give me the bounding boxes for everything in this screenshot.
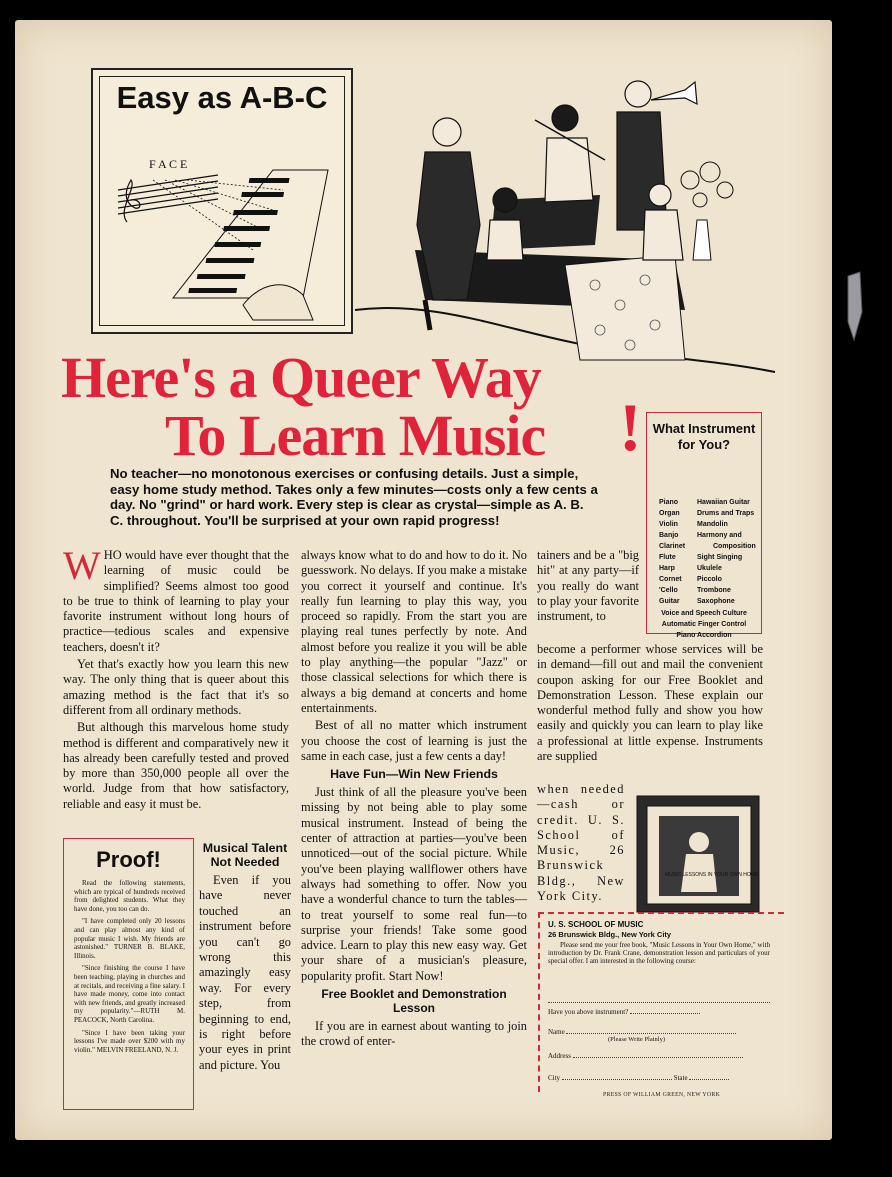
col3-para-1a: tainers and be a "big hit" at any party—if you really do want to play your favorite instrument, to (537, 548, 639, 624)
binder-clip (846, 272, 864, 342)
instrument-item: Trombone (697, 587, 731, 594)
coupon-body: Please send me your free book, "Music Lessons in Your Own Home," with introduction by Dr. Frank Crane, demonstration lesson and particulars of your special offer. I am interested in the following course: (548, 941, 770, 965)
printer-credit: PRESS OF WILLIAM GREEN, NEW YORK (603, 1092, 721, 1098)
headline-line-2: To Learn Music (165, 403, 546, 468)
coupon-address-row (548, 1052, 770, 1060)
intro-paragraph: No teacher—no monotonous exercises or confusing details. Just a simple, easy home study method. Takes only a few minutes—costs only a few cents a day. No "grind" or hard work. Every step is clear as crystal—simple as A. B. C. throughout. You'll be surprised at your own rapid progress! (110, 466, 598, 528)
instrument-item: Flute (659, 554, 676, 561)
instrument-item: Sight Singing (697, 554, 743, 561)
instrument-item: Mandolin (697, 521, 728, 528)
illustration-title: Easy as A-B-C (116, 80, 328, 115)
name-field[interactable] (566, 1033, 736, 1034)
instrument-item: Saxophone (697, 598, 735, 605)
instrument-answer-line[interactable] (630, 1013, 700, 1014)
coupon-city-row (548, 1074, 770, 1082)
family-musicians-illustration (355, 60, 775, 380)
address-label: Address (548, 1052, 571, 1060)
instrument-list-box (646, 412, 762, 639)
instrument-item: Composition (713, 543, 756, 550)
keyboard-illustration (113, 130, 333, 320)
instrument-item: Voice and Speech Culture (661, 610, 747, 617)
col2-para-2: Best of all no matter which instrument you choose the cost of learning is just the same in each case, just a few cents a day! (301, 718, 527, 763)
instrument-item: Guitar (659, 598, 680, 605)
coupon-instrument-question (548, 1008, 770, 1016)
proof-title: Proof! (96, 847, 161, 872)
instrument-item: Hawaiian Guitar (697, 499, 750, 506)
article-column-3 (537, 642, 763, 766)
instrument-item: Cornet (659, 576, 682, 583)
instrument-item: Harmony and (697, 532, 742, 539)
col1-para-2: Yet that's exactly how you learn this new way. The only thing that is queer about this amazing method is the fact that it's so different from all ordinary methods. (63, 657, 289, 717)
course-input-line[interactable] (548, 992, 770, 1003)
instrument-item: Piano Accordion (676, 632, 732, 639)
talent-column (199, 838, 291, 1075)
magazine-page (15, 20, 832, 1140)
instrument-question-label: Have you above instrument? (548, 1008, 629, 1016)
coupon-address: 26 Brunswick Bldg., New York City (548, 930, 672, 939)
col2-para-3: Just think of all the pleasure you've been missing by not being able to play some musical instrument. Instead of being the center of attraction at parties—you've been unnoticed—out of the social picture. While you've been playing wallflower others have always had something to offer. Now you have a wonderful chance to turn the tables—to treat yourself to some real fun—to surprise your friends! Take some good advice. Learn to play this new easy way. Get your share of a musician's pleasure, popularity profit. Start Now! (301, 785, 527, 983)
state-field[interactable] (689, 1079, 729, 1080)
col2-para-4: If you are in earnest about wanting to join the crowd of enter- (301, 1019, 527, 1049)
coupon-name-row (548, 1028, 770, 1036)
proof-testimonials (74, 879, 185, 1058)
booklet-label: MUSIC LESSONS IN YOUR OWN HOME (665, 872, 759, 878)
instrument-item: Automatic Finger Control (661, 621, 747, 628)
name-hint: (Please Write Plainly) (608, 1036, 666, 1043)
proof-box (63, 838, 194, 1110)
city-label: City (548, 1074, 561, 1082)
drop-cap: W (63, 543, 101, 588)
testimonial: "Since I have been taking your lessons I've made over $200 with my violin." MELVIN FREELAND, N. J. (74, 1028, 185, 1054)
talent-paragraph: Even if you have never touched an instrument before you can't go wrong this amazingly easy way. For every step, from beginning to end, is right before your eyes in print and picture. You (199, 873, 291, 1072)
article-column-3-bottom (537, 782, 625, 906)
state-label: State (673, 1074, 688, 1082)
instrument-item: 'Cello (659, 587, 678, 594)
address-field[interactable] (573, 1057, 743, 1058)
instrument-item: Ukulele (697, 565, 722, 572)
col1-para-1: HO would have ever thought that the learning of music could be simplified? Seems almost too good to be true to think of learning to play your favorite instrument without long hours of practice—tedious scales and expensive teachers, doesn't it? (63, 548, 289, 654)
coupon-school-name: U. S. SCHOOL OF MUSIC (548, 920, 644, 929)
col3-para-1b: become a performer whose services will be in demand—fill out and mail the convenient coupon asking for our Free Booklet and Demonstration Lesson. These explain our wonderful method fully and show you how easily and quickly you can learn to play like a professional at little expense. Instruments are supplied (537, 642, 763, 764)
instrument-item: Drums and Traps (697, 510, 755, 517)
city-field[interactable] (562, 1079, 672, 1080)
article-column-3-top (537, 548, 639, 626)
instrument-item: Organ (659, 510, 680, 517)
testimonial: "I have completed only 20 lessons and can play almost any kind of popular music I wish. My friends are astonished." TURNER B. BLAKE, Illinois. (74, 917, 185, 960)
instrument-item: Piano (659, 499, 679, 506)
article-column-1 (63, 543, 289, 814)
headline-line-1: Here's a Queer Way (61, 345, 541, 410)
booklet-illustration (631, 792, 763, 916)
col3-para-1c: when needed—cash or credit. U. S. School of Music, 26 Brunswick Bldg., New York City. (537, 782, 625, 904)
proof-intro: Read the following statements, which are typical of hundreds received from delighted students. What they have done, you too can do. (74, 879, 185, 913)
talent-heading: Musical Talent Not Needed (202, 841, 288, 869)
instrument-item: Violin (659, 521, 678, 528)
coupon[interactable] (538, 912, 784, 1092)
face-notes: F A C E (149, 157, 188, 171)
instrument-item: Harp (659, 565, 675, 572)
instrument-box-title: What Instrument for You? (652, 421, 756, 452)
article-column-2 (301, 548, 527, 1052)
name-label: Name (548, 1028, 565, 1036)
illustration-box (91, 68, 353, 334)
subheading-booklet: Free Booklet and Demonstration Lesson (321, 987, 507, 1016)
col1-para-3: But although this marvelous home study method is different and comparatively new it has already been carefully tested and proved by more than 350,000 people all over the world. Judge from that how satisfactory, reliable and easy it must be. (63, 720, 289, 811)
col2-para-1: always know what to do and how to do it. No guesswork. No delays. If you make a mistake you correct it yourself and continue. It's really fun learning to play this way, you proceed so rapidly. From the start you are playing real tunes perfectly by note. And almost before you realize it you will be able to play anything—the popular "Jazz" or those classical selections for which there is always a big demand at concerts and home entertainments. (301, 548, 527, 715)
headline-exclamation: ! (619, 389, 642, 465)
subheading-fun: Have Fun—Win New Friends (330, 767, 498, 782)
instrument-item: Piccolo (697, 576, 722, 583)
instrument-item: Clarinet (659, 543, 686, 550)
testimonial: "Since finishing the course I have been teaching, playing in churches and at recitals, and receiving a fine salary. I have made money, come into contact with new friends, and greatly increased my popularity."—RUTH M. PEACOCK, North Carolina. (74, 964, 185, 1024)
instrument-item: Banjo (659, 532, 679, 539)
